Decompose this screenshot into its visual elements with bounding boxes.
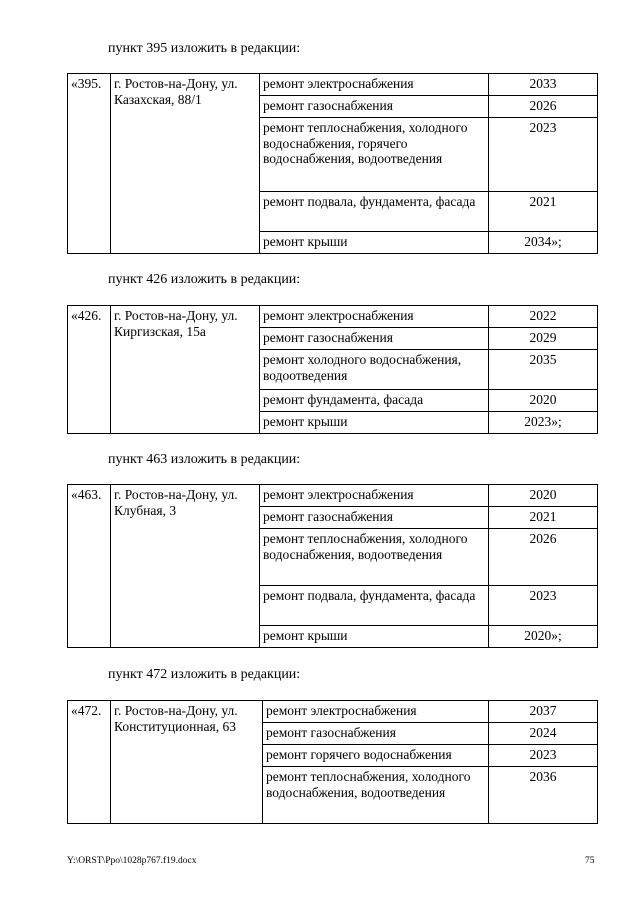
work-cell: ремонт теплоснабжения, холодного водоснабжения, водоотведения bbox=[260, 529, 489, 586]
work-cell: ремонт теплоснабжения, холодного водоснабжения, горячего водоснабжения, водоотведения bbox=[260, 118, 489, 192]
year-cell: 2023»; bbox=[489, 412, 598, 434]
year-cell: 2020 bbox=[489, 390, 598, 412]
year-cell: 2023 bbox=[489, 745, 598, 767]
work-cell: ремонт газоснабжения bbox=[260, 328, 489, 350]
year-cell: 2023 bbox=[489, 586, 598, 626]
table-463 bbox=[67, 484, 598, 648]
year-cell: 2022 bbox=[489, 306, 598, 328]
year-cell: 2035 bbox=[489, 350, 598, 390]
work-cell: ремонт электроснабжения bbox=[263, 701, 489, 723]
year-cell: 2033 bbox=[489, 74, 598, 96]
year-cell: 2023 bbox=[489, 118, 598, 192]
table-472 bbox=[67, 700, 598, 824]
year-cell: 2020 bbox=[489, 485, 598, 507]
item-number: «395. bbox=[68, 74, 111, 254]
work-cell: ремонт подвала, фундамента, фасада bbox=[260, 586, 489, 626]
year-cell: 2037 bbox=[489, 701, 598, 723]
item-number: «472. bbox=[68, 701, 111, 824]
year-cell: 2029 bbox=[489, 328, 598, 350]
table-395 bbox=[67, 73, 598, 254]
footer-file-path: Y:\ORST\Ppo\1028p767.f19.docx bbox=[67, 856, 197, 866]
work-cell: ремонт крыши bbox=[260, 232, 489, 254]
work-cell: ремонт электроснабжения bbox=[260, 485, 489, 507]
work-cell: ремонт горячего водоснабжения bbox=[263, 745, 489, 767]
intro-426: пункт 426 изложить в редакции: bbox=[108, 272, 301, 287]
address: г. Ростов-на-Дону, ул. Киргизская, 15а bbox=[111, 306, 260, 434]
intro-395: пункт 395 изложить в редакции: bbox=[108, 41, 301, 56]
year-cell: 2026 bbox=[489, 96, 598, 118]
work-cell: ремонт подвала, фундамента, фасада bbox=[260, 192, 489, 232]
year-cell: 2036 bbox=[489, 767, 598, 824]
work-cell: ремонт электроснабжения bbox=[260, 306, 489, 328]
page-number: 75 bbox=[585, 856, 595, 866]
work-cell: ремонт газоснабжения bbox=[263, 723, 489, 745]
work-cell: ремонт теплоснабжения, холодного водоснабжения, водоотведения bbox=[263, 767, 489, 824]
work-cell: ремонт газоснабжения bbox=[260, 507, 489, 529]
item-number: «426. bbox=[68, 306, 111, 434]
table-426 bbox=[67, 305, 598, 434]
intro-472: пункт 472 изложить в редакции: bbox=[108, 667, 301, 682]
work-cell: ремонт газоснабжения bbox=[260, 96, 489, 118]
year-cell: 2026 bbox=[489, 529, 598, 586]
item-number: «463. bbox=[68, 485, 111, 648]
intro-463: пункт 463 изложить в редакции: bbox=[108, 452, 301, 467]
work-cell: ремонт фундамента, фасада bbox=[260, 390, 489, 412]
year-cell: 2034»; bbox=[489, 232, 598, 254]
address: г. Ростов-на-Дону, ул. Конституционная, 63 bbox=[111, 701, 263, 824]
address: г. Ростов-на-Дону, ул. Казахская, 88/1 bbox=[111, 74, 260, 254]
year-cell: 2024 bbox=[489, 723, 598, 745]
year-cell: 2020»; bbox=[489, 626, 598, 648]
work-cell: ремонт электроснабжения bbox=[260, 74, 489, 96]
year-cell: 2021 bbox=[489, 192, 598, 232]
work-cell: ремонт крыши bbox=[260, 412, 489, 434]
year-cell: 2021 bbox=[489, 507, 598, 529]
work-cell: ремонт холодного водоснабжения, водоотведения bbox=[260, 350, 489, 390]
address: г. Ростов-на-Дону, ул. Клубная, 3 bbox=[111, 485, 260, 648]
work-cell: ремонт крыши bbox=[260, 626, 489, 648]
